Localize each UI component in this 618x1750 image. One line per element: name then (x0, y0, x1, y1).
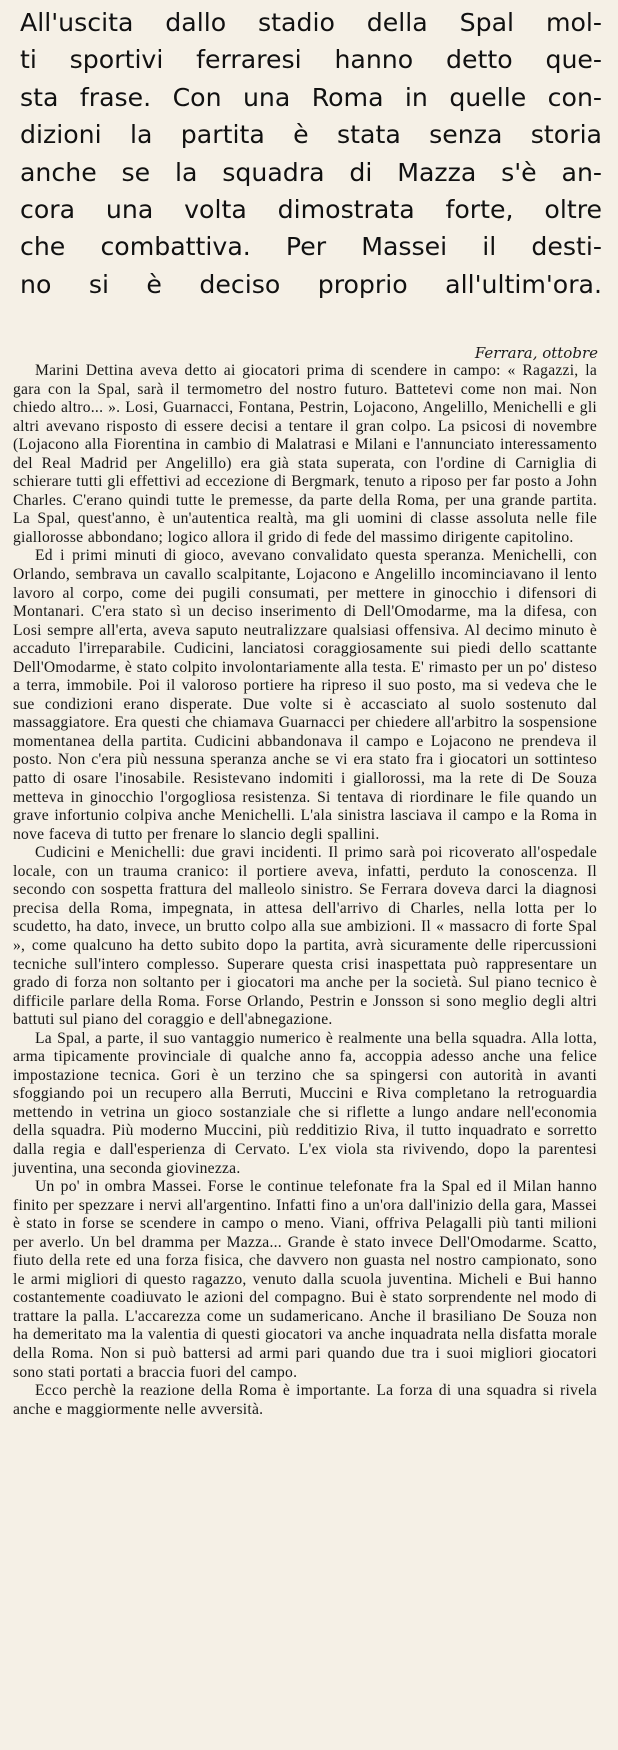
lead-line: All'uscita dallo stadio della Spal mol- (20, 8, 602, 37)
lead-line: dizioni la partita è stata senza storia (20, 120, 602, 150)
lead-line: anche se la squadra di Mazza s'è an- (20, 157, 602, 187)
lead-line: cora una volta dimostrata forte, oltre (20, 195, 602, 225)
lead-line: no si è deciso proprio all'ultim'ora. (20, 269, 602, 299)
body-paragraph: Un po' in ombra Massei. Forse le continue telefonate fra la Spal ed il Milan hanno finito per spezzare i nervi all'argentino. Infatti fino a un'ora dall'inizio della gara, Massei è stato in forse se scendere in campo o meno. Viani, offriva Pelagalli più tanti milioni per averlo. Un bel dramma per Mazza... Grande è stato invece Dell'Omodarme. Scatto, fiuto della rete ed una forza fisica, che davvero non guasta nel nostro campionato, sono le armi migliori di questo ragazzo, venuto dalla scuola juventina. Micheli e Bui hanno costantemente coadiuvato le azioni del compagno. Bui è stato sorprendente nel modo di trattare la palla. L'accarezza come un sudamericano. Anche il brasiliano De Souza non ha demeritato ma la valentia di questi giocatori va anche inquadrata nella disfatta morale della Roma. Non si può battersi ad armi pari quando due tra i suoi migliori giocatori sono stati portati a braccia fuori del campo. (13, 1178, 597, 1381)
body-paragraph: Ed i primi minuti di gioco, avevano convalidato questa speranza. Menichelli, con Orlando, sembrava un cavallo scalpitante, Lojacono e Angelillo incominciavano il lento lavoro al corpo, come dei pugili consumati, per mettere in ginocchio i difensori di Montanari. C'era stato sì un deciso inserimento di Dell'Omodarme, ma la difesa, con Losi sempre all'erta, aveva saputo neutralizzare qualsiasi offensiva. Al decimo minuto è accaduto l'irreparabile. Cudicini, lanciatosi coraggiosamente sui piedi dello scattante Dell'Omodarme, è stato colpito involontariamente alla testa. E' rimasto per un po' disteso a terra, immobile. Poi il valoroso portiere ha ripreso il suo posto, ma si vedeva che le sue condizioni erano disperate. Due volte si è accasciato al suolo sostenuto dal massaggiatore. Era questi che chiamava Guarnacci per chiedere all'arbitro la sospensione momentanea della partita. Cudicini abbandonava il campo e Lojacono ne prendeva il posto. Non c'era più nessuna speranza anche se vi era stato fra i giocatori un sottinteso patto di osare l'inosabile. Resistevano indomiti i giallorossi, ma la rete di De Souza metteva in ginocchio l'orgogliosa resistenza. Si tentava di riordinare le file quando un grave infortunio colpiva anche Menichelli. L'ala sinistra lasciava il campo e la Roma in nove faceva di tutto per frenare lo slancio degli spallini. (13, 547, 597, 843)
lead-line: sta frase. Con una Roma in quelle con- (20, 82, 602, 112)
dateline: Ferrara, ottobre (474, 344, 598, 362)
body-paragraph: La Spal, a parte, il suo vantaggio numerico è realmente una bella squadra. Alla lotta, arma tipicamente provinciale di qualche anno fa, accoppia adesso anche una felice impostazione tecnica. Gori è un terzino che sa spingersi con autorità in avanti sfoggiando poi un recupero alla Berruti, Muccini e Riva completano la retroguardia mettendo in vetrina un gioco sostanziale che si riflette a lungo andare nell'economia della squadra. Più moderno Muccini, più redditizio Riva, il tutto inquadrato e sorretto dalla regia e dall'esperienza di Cervato. L'ex viola sta rivivendo, dopo la parentesi juventina, una seconda giovinezza. (13, 1029, 597, 1177)
lead-line: che combattiva. Per Massei il desti- (20, 232, 602, 262)
article-lead (20, 4, 602, 303)
body-paragraph: Marini Dettina aveva detto ai giocatori prima di scendere in campo: « Ragazzi, la gara con la Spal, sarà il termometro del nostro futuro. Battetevi come non mai. Non chiedo altro... ». Losi, Guarnacci, Fontana, Pestrin, Lojacono, Angelillo, Menichelli e gli altri avevano risposto di essere decisi a tentare il gran colpo. La psicosi di novembre (Lojacono alla Fiorentina in cambio di Malatrasi e Milani e l'annunciato interessamento del Real Madrid per Angelillo) era già stata superata, con l'ordine di Carniglia di schierare tutti gli effettivi ad eccezione di Bergmark, tenuto a riposo per far posto a John Charles. C'erano quindi tutte le premesse, da parte della Roma, per una grande partita. La Spal, quest'anno, è un'autentica realtà, ma gli uomini di classe assoluta nelle file giallorosse abbondano; logico allora il grido di fede del massimo dirigente capitolino. (13, 362, 597, 546)
body-paragraph: Ecco perchè la reazione della Roma è importante. La forza di una squadra si rivela anche e maggiormente nelle avversità. (13, 1382, 597, 1418)
article-body (13, 362, 597, 1419)
body-paragraph: Cudicini e Menichelli: due gravi incidenti. Il primo sarà poi ricoverato all'ospedale locale, con un trauma cranico: il portiere aveva, infatti, perduto la conoscenza. Il secondo con sospetta frattura del malleolo sinistro. Se Ferrara doveva darci la diagnosi precisa della Roma, impegnata, in attesa dell'arrivo di Charles, nella lotta per lo scudetto, ha dato, invece, un brutto colpo alla sue ambizioni. Il « massacro di forte Spal », come qualcuno ha detto subito dopo la partita, avrà sicuramente delle ripercussioni tecniche sull'intero complesso. Superare questa crisi inaspettata può rappresentare un grado di forza non soltanto per i giocatori ma anche per la società. Sul piano tecnico è difficile parlare della Roma. Forse Orlando, Pestrin e Jonsson si sono meglio degli altri battuti sul piano del coraggio e dell'abnegazione. (13, 844, 597, 1029)
lead-line: ti sportivi ferraresi hanno detto que- (20, 45, 602, 75)
